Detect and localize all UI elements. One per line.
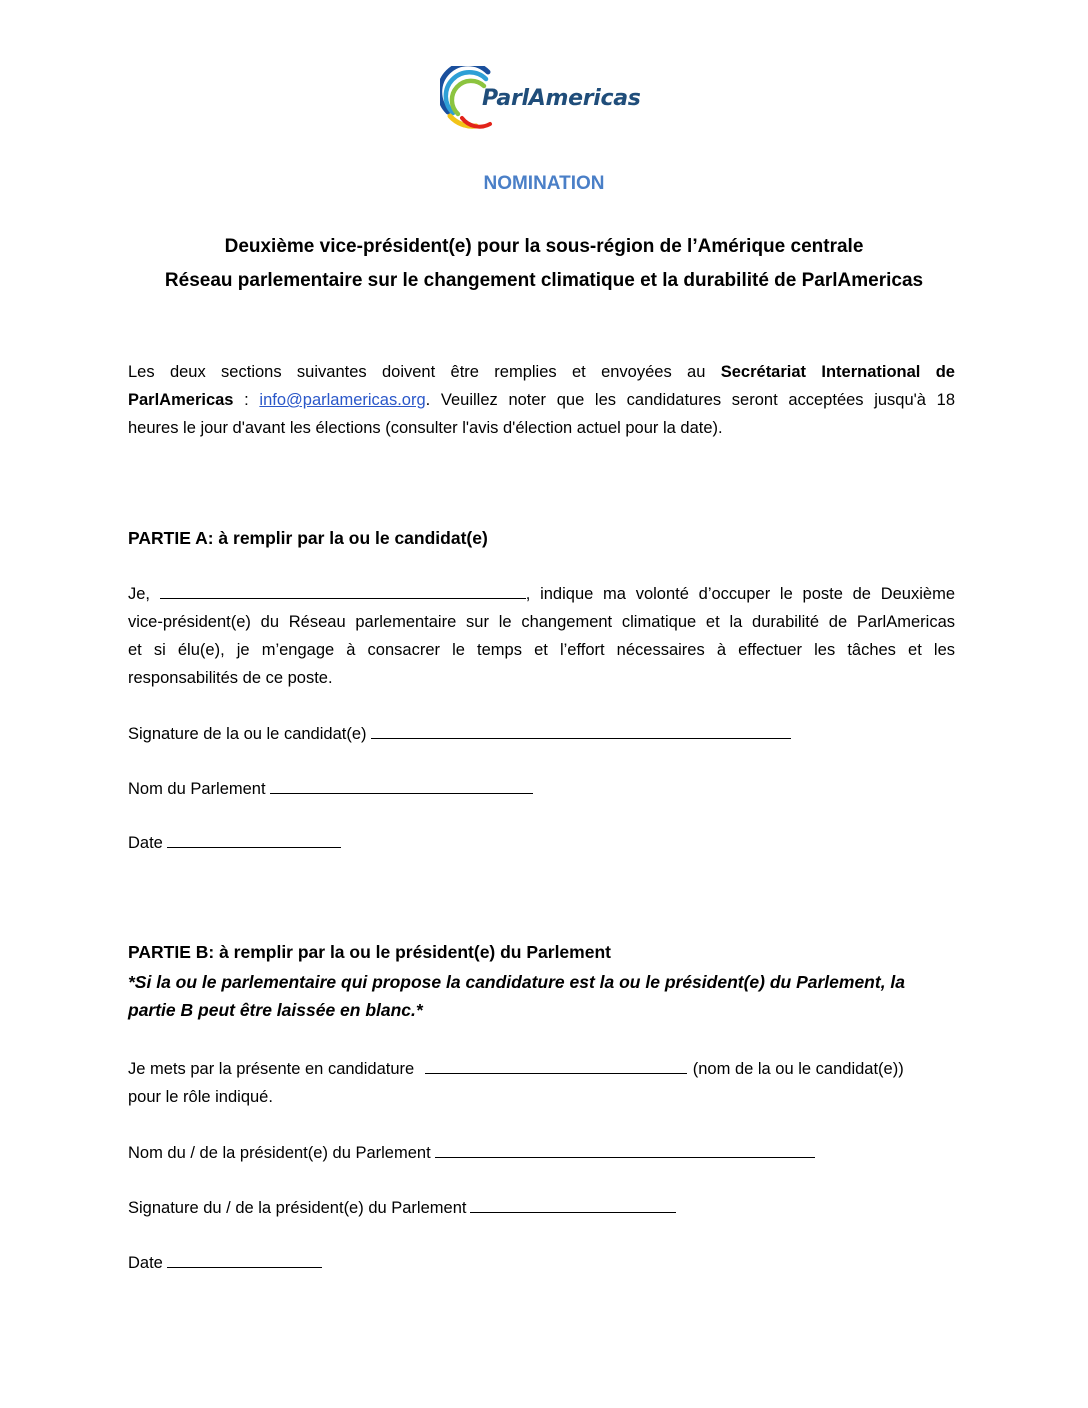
nominee-name-field[interactable] (425, 1057, 687, 1074)
candidate-signature-label: Signature de la ou le candidat(e) (128, 725, 367, 743)
intro-line-2: ParlAmericas : info@parlamericas.org. Veuillez noter que les candidatures seront acceptées jusqu'à 18 (128, 391, 955, 409)
part-a-date-row (128, 831, 341, 853)
nomination-line-2: pour le rôle indiqué. (128, 1088, 273, 1106)
speaker-name-label: Nom du / de la président(e) du Parlement (128, 1144, 431, 1162)
parliament-field[interactable] (270, 777, 533, 794)
part-a-date-field[interactable] (167, 831, 341, 848)
parlamericas-logo (440, 66, 655, 130)
part-b-date-field[interactable] (167, 1251, 322, 1268)
part-b-note (128, 968, 905, 1024)
declaration-line-4: responsabilités de ce poste. (128, 669, 333, 687)
email-link[interactable]: info@parlamericas.org (259, 391, 426, 409)
declaration-line-1: Je, , indique ma volonté d’occuper le poste de Deuxième (128, 580, 955, 608)
part-a-declaration (128, 580, 955, 692)
parliament-row (128, 777, 533, 799)
candidate-signature-row (128, 722, 791, 744)
part-b-date-row (128, 1251, 322, 1273)
intro-line-3: heures le jour d'avant les élections (consulter l'avis d'élection actuel pour la date). (128, 419, 723, 437)
declaration-line-2: vice-président(e) du Réseau parlementaire sur le changement climatique et la durabilité de ParlAmericas (128, 613, 955, 631)
speaker-signature-row (128, 1196, 676, 1218)
part-a-date-label: Date (128, 834, 163, 852)
candidate-signature-field[interactable] (371, 722, 791, 739)
network-subtitle: Réseau parlementaire sur le changement climatique et la durabilité de ParlAmericas (164, 270, 924, 291)
nomination-statement (128, 1055, 904, 1111)
part-a-title: PARTIE A: à remplir par la ou le candidat(e) (128, 528, 488, 548)
nomination-line-1: Je mets par la présente en candidature (nom de la ou le candidat(e)) (128, 1055, 904, 1083)
intro-line-1: Les deux sections suivantes doivent être remplies et envoyées au Secrétariat International de (128, 363, 955, 381)
speaker-name-field[interactable] (435, 1141, 815, 1158)
parliament-label: Nom du Parlement (128, 780, 266, 798)
intro-paragraph (128, 358, 955, 442)
position-subtitle: Deuxième vice-président(e) pour la sous-région de l’Amérique centrale (224, 236, 864, 257)
speaker-name-row (128, 1141, 815, 1163)
declaration-line-3: et si élu(e), je m’engage à consacrer le temps et l’effort nécessaires à effectuer les tâches et les (128, 641, 955, 659)
speaker-signature-label: Signature du / de la président(e) du Parlement (128, 1199, 467, 1217)
candidate-name-field[interactable] (160, 582, 526, 599)
part-b-date-label: Date (128, 1254, 163, 1272)
part-b-note-line-2: partie B peut être laissée en blanc.* (128, 1000, 423, 1020)
part-b-note-line-1: *Si la ou le parlementaire qui propose la candidature est la ou le président(e) du Parlement, la (128, 972, 906, 992)
part-b-title: PARTIE B: à remplir par la ou le président(e) du Parlement (128, 942, 611, 962)
logo-wordmark: ParlAmericas (482, 86, 641, 111)
speaker-signature-field[interactable] (470, 1196, 676, 1213)
page-title: NOMINATION (483, 173, 605, 194)
